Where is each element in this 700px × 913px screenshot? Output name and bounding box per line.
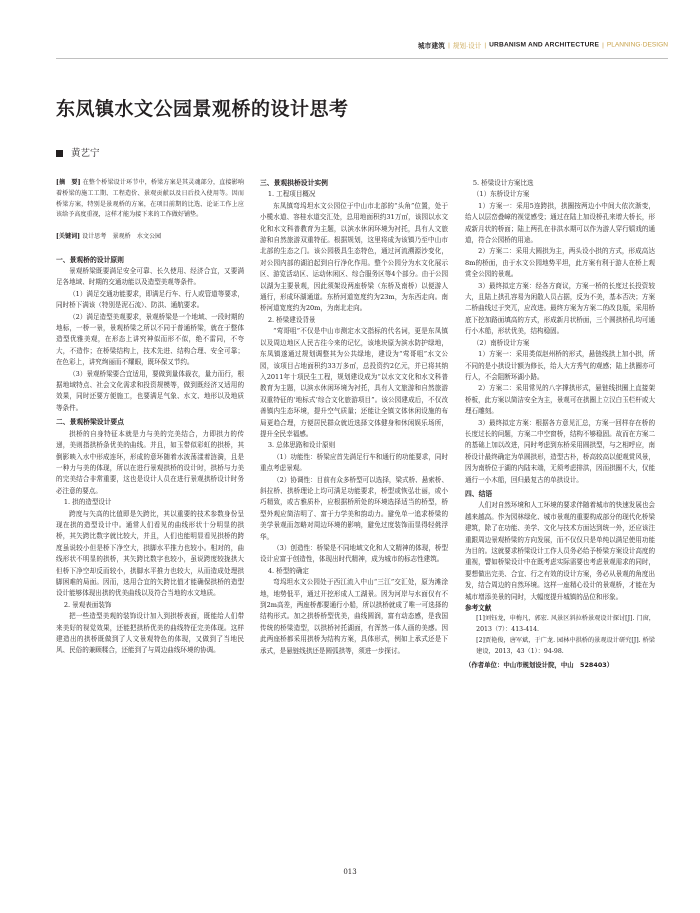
- reference-item: [2]贾艳俊，唐军斌，于广龙. 园林中拱桥的景观设计研究[J]. 桥梁建设，2013，43（1）：94-98.: [476, 637, 655, 655]
- reference-item: [1]刘钰龙，申梅凡，郭宏. 风景区斜拉桥景观设计探讨[J]. 门窗，2013（7）：413-414.: [476, 615, 655, 634]
- header-separator: |: [448, 41, 450, 49]
- paragraph: 拱桥的自身特征本就是力与美的完美结合，力即拱力的传递，美则指拱桥条优美的曲线。并且，如玉带似彩虹的拱桥，其倒影映入水中形成连环，形成的意环随着水波荡漾着涟漪，且是一种力与美的体现，所以在进行景观拱桥的设计时，拱桥与力美的完美结合非常重要，这也是设计人员在进行景观拱桥设计时务必注意的要点。: [56, 429, 244, 495]
- square-bullet-icon: [56, 150, 63, 157]
- header-rule: [56, 58, 668, 59]
- paragraph: 2）方案二：采用常见的八字撑拱形式，悬链线拱圈上直接架桥板，此方案以简洁安全为主，景观可在拱圈上立汉白玉栏杆或大理石雕刻。: [465, 384, 655, 416]
- subsection-heading: （2）南桥设计方案: [472, 338, 530, 347]
- paragraph: （3）景观桥梁要合宜适用，要做到量体裁衣，量力而行，根据地域特点、社会文化需求和投资规模等，做到既经济又适用的效果，同时还要方便施工，也要满足气象、水文、地形以及地质等条件。: [56, 369, 244, 412]
- header-separator: |: [602, 41, 604, 49]
- subsection-heading: 3. 总体思路和设计原则: [267, 441, 336, 450]
- paragraph: 1）方案一：采用5连跨拱，拱圈按两边小中间大依次渐变，给人以层峦叠嶂的视觉感受；通过在陆上加设桥孔来增大桥长，形成新月状的桥面；陆上两孔在非洪水期可以作为游人穿行嬉戏的通道，符合公园桥的用途。: [465, 201, 655, 245]
- paragraph: 3）最终拟定方案：根据各方意见汇总，方案一回样存在桥的长度过长的问题，方案二中空窗桥，结构不够稳固。故而在方案二的基础上加以改进，同时考虑到东桥采用圆拱型，与之相呼应，南桥设计最终确定为单圆拱形，造型古朴，桥高较高以便观赏风景，因为南桥位于湖的内陆末端，无须考虑排洪，因而拱圈不大，仅能通行一小木船，回归最复古的单拱设计。: [465, 418, 655, 484]
- author-line: [56, 145, 100, 159]
- paragraph: 跨度与矢高的比值即是矢跨比，其以重要的技术参数身份呈现在拱的造型设计中。通常人们看见的曲线形状十分明显的拱桥，其矢跨比数字就比较大，并且，人们也能明显看见拱桥的跨度虽说较小但是桥下净空大，拱脚水平推力也较小。相对的，曲线形状不明显的拱桥，其矢跨比数字也较小，虽说跨度较拢拱大但桥下净空却反而较小，拱脚水平推力也较大，从而造成处理拱脚困难的局面。因而，选用合宜的矢跨比值才能确保拱桥的造型设计能够体现出拱的优美曲线以及符合当地的水文地质。: [56, 509, 244, 598]
- column-3: [465, 178, 655, 671]
- paragraph: 弯坞坦水文公园处于西江流入中山“三江”交汇处，原为滩涂地，地势低平，通过开挖形成人工湖景。因为河岸与水面仅有不到2m高差，两座桥都要通行小船，所以拱桥就成了唯一可选择的结构形式。加之拱桥桥型优美，曲线圆润，富有动态感，是我国传统的桥梁造型，以拱桥衬托湖面，有浑然一体人画的美感。因此两座桥都采用拱桥为结构方案，具体形式，例如上承式还是下承式，是悬链线拱还是圆弧拱等，须进一步探讨。: [260, 578, 448, 655]
- keywords: [56, 231, 244, 242]
- references-heading: 参考文献: [465, 604, 492, 613]
- paragraph: 3）最终拟定方案：经各方商议，方案一桥的长度过长投资较大，且陆上拱孔容易为闲散人员占据，反为不美，基本否决；方案二桥曲线过于突兀，应改进。最终方案为方案二的改良版，采用桥底下挖加路面填高的方式，形成新月状桥面，三个圆拱桥孔均可通行小木船，形状优美，结构稳固。: [465, 281, 655, 336]
- abstract: [56, 178, 244, 221]
- paragraph: 把一些造型美观的装饰设计加入到拱桥表面，既能给人们带来美好的视觉效果，还能把拱桥优美的曲线特征完美体现。这样建造出的拱桥既做到了人文景观特色的体现，又做到了当地民风、民俗的兼顾糅合，还能到了与周边曲线环境的协调。: [56, 612, 244, 655]
- subsection-heading: 5. 桥梁设计方案比选: [472, 179, 534, 187]
- header-separator: |: [484, 41, 487, 49]
- subsection-heading: （1）东桥设计方案: [472, 190, 530, 199]
- paragraph: 1）方案一：采用类似赵州桥的形式，悬链线拱上加小拱，所不同的是小拱设计额为修长，给人大方秀气的观感；陆上拱圈亦可行人，不会阻断环湖小路。: [465, 350, 655, 381]
- paragraph: 人们对自然环境和人工环境的要求伴随着城市的快速发展也会越来越高。作为园林绿化、城市景观的重要构成部分的现代化桥梁建筑，除了在功能、美学、文化与技术方面达到统一外，还应该注重跟周边景观桥梁的方向发展，而不仅仅只是单纯以满足使用功能为目的。这就要求桥梁设计工作人员务必给予桥梁方案设计高度的重视，譬如桥梁设计中在既考虑实际需要也考虑景观需求的同时，要想做出完美、合宜、行之有效的设计方案，务必从景观的角度出发，结合周边的自然环境。这样一座精心设计的景观桥，才能在为城市增添美景的同时，大幅度提升城镇的品位和形象。: [465, 501, 655, 601]
- subsection-heading: 4. 桥型的确定: [267, 566, 309, 575]
- subsection-heading: 1. 拱的造型设计: [63, 498, 112, 507]
- paragraph: （1）功能性：桥梁应首先满足行车和通行的功能要求，同时重点考虑景观。: [260, 452, 448, 473]
- header-section-cn: 规划·设计: [452, 43, 482, 50]
- subsection-heading: 2. 桥梁建设背景: [267, 315, 316, 324]
- paragraph: 景观桥梁既要满足安全可靠、长久使用、经济合宜，又要满足各地域、时期的交通功能以及造型美观等条件。: [56, 267, 244, 287]
- column-2: [260, 178, 448, 657]
- author-name: 黄艺宁: [71, 148, 100, 159]
- paragraph: “莺哥咀”不仅是中山市测定水文指标的代名词，更是东凤镇以及周边地区人民古往今来的记忆，该地块原为滨水防护绿地，东凤镇遂通过规划调整其为公共绿地，建设为“莺哥咀”水文公园，该项目占地面积约33万多㎡，总投资约2亿元，并已将其纳入2011年十项民生工程，规划建设成为“以水文文化和水文科普教育为主题，以滨水休闲环境为衬托，具有人文旅游和自然旅游双重特征的‘地标式’综合文化旅游项目”。该公园建成后，不仅改善镇内生态环境，提升空气质量；还能让全镇文体休闲设施的布局更趋合理，方便居民群众就近选择文体健身和休闲娱乐场所，提升全民幸福感。: [260, 327, 448, 438]
- abstract-text: 在整个桥梁设计环节中，桥梁方案是其灵魂部分，直接影响着桥梁的施工工期、工程造价、景观贡献以及日后投入使用等。因而桥梁方案，特别是景观桥的方案，在项目前期的比选、论证工作上应该给予高度重视，这样才能为接下来的工作做好铺垫。: [56, 179, 244, 219]
- header-category-en: URBANISM AND ARCHITECTURE: [489, 41, 600, 49]
- section-heading: 三、景观拱桥设计实例: [260, 179, 328, 187]
- paragraph: （3）创造性：桥梁是不同地域文化和人文精神的体现，桥型设计应富于创造性，体现出时代精神，成为城市的标志性建筑。: [260, 544, 448, 564]
- running-header: [418, 40, 668, 54]
- column-1: [56, 178, 244, 657]
- keywords-text: 设计思考 景观桥 水文公园: [82, 233, 162, 241]
- section-heading: 一、景观桥的设计原则: [56, 255, 124, 264]
- keywords-label: [关键词]: [56, 233, 81, 241]
- abstract-label: [摘 要]: [56, 179, 81, 186]
- article-title: 东凤镇水文公园景观桥的设计思考: [56, 98, 349, 120]
- paragraph: （2）满足造型美观要求，景观桥梁是一个地域、一段时期的地标，一桥一景，景观桥梁之所以不同于普通桥梁，就在于整体造型优雅美观，在形态上讲究神似而形不似，绝不雷同，不夸大，不造作；在桥梁结构上，技术先进、结构合理、安全可靠；在色彩上，讲究绚丽而不耀眼，既环保又节约。: [56, 312, 244, 367]
- page-number: 013: [343, 868, 357, 876]
- paragraph: （1）满足交通功能要求，即满足行车、行人或管道等要求，同时桥下满该（特别是泥石流）、防洪、通航要求。: [56, 289, 244, 310]
- header-category-cn: 城市建筑: [417, 43, 446, 50]
- subsection-heading: 1. 工程项目概况: [267, 190, 316, 199]
- paragraph: 2）方案二：采用大圆拱为主，两头设小拱的方式，形成高达8m的桥面，由于水文公园地势平坦，此方案有利于游人在桥上观赏全公园的景观。: [465, 247, 655, 279]
- paragraph: 东凤镇弯坞坦水文公园位于中山市北部的“头角”位置，处于小榄水道、容桂水道交汇处，总用地面积约31万㎡，该园以水文化和水文科普教育为主题，以滨水休闲环境为衬托，具有人文旅游和自然旅游双重特征。根据规划，这里将成为该镇乃至中山市北部的生态之门。该公园极具生态特色，通过河流溯源沙变化，对公园内部的湖泊起到自行净化作用。整个公园分为水文化展示区、游览活动区、运动休闲区、综合服务区等4个部分。由于公园以湖为主要景观，因此须架设两座桥梁（东桥及南桥）以便游人通行，形成环湖通道。东桥河道宽度约为23m，为东西走向。南桥河道宽度约为20m，为南北走向。: [260, 201, 448, 313]
- author-affiliation: （作者单位：中山市规划设计院，中山 528403）: [465, 660, 614, 669]
- section-heading: 二、景观桥梁设计要点: [56, 418, 124, 427]
- subsection-heading: 2. 景观表面装饰: [63, 600, 112, 609]
- section-heading: 四、结语: [465, 489, 493, 498]
- paragraph: （2）协调性：目前有众多桥型可以选择，梁式桥、悬索桥、斜拉桥、拱桥理论上均可满足功能要求，桥型或恢弘壮丽，或小巧精致，或古雅质朴，应根据桥所处的环境选择适当的桥型，桥型外观应简洁明了、富于力学美和韵动力。避免单一追求桥梁的美学景观而忽略对周边环境的影响，避免过度装饰而显得轻佻浮华。: [260, 475, 448, 541]
- header-section-en: PLANNING·DESIGN: [606, 41, 668, 49]
